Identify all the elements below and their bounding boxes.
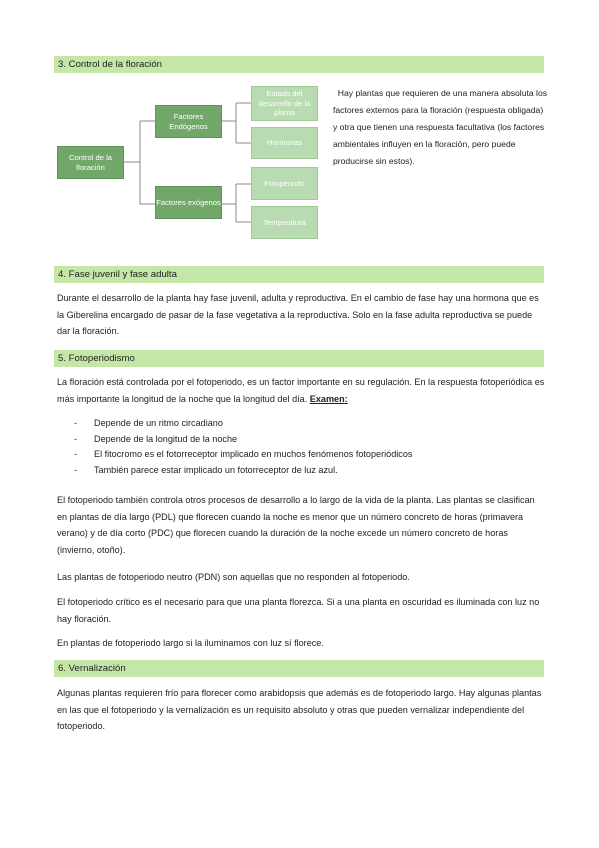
list-item: - También parece estar implicado un fotorreceptor de luz azul.	[74, 463, 544, 479]
section-6-header: 6. Vernalización	[54, 660, 544, 677]
section-5-paragraph-3: Las plantas de fotoperiodo neutro (PDN) son aquellas que no responden al fotoperiodo.	[57, 572, 410, 582]
section-5-paragraph-4: El fotoperiodo crítico es el necesario para que una planta florezca. Si a una planta en oscuridad es iluminada con luz no hay floración.	[57, 597, 540, 624]
section-5-intro-text: La floración está controlada por el fotoperiodo, es un factor importante en su regulación. En la respuesta fotoperiódica es más importante la longitud de la noche que la longitud del día.	[57, 377, 545, 404]
list-item: - Depende de un ritmo circadiano	[74, 416, 544, 432]
diagram-estado-node: Estado del desarrollo de la planta	[251, 86, 318, 121]
diagram-exogenos-node: Factores exógenos	[155, 186, 222, 219]
list-item: - El fitocromo es el fotorreceptor implicado en muchos fenómenos fotoperiódicos	[74, 447, 544, 463]
section-5-header: 5. Fotoperiodismo	[54, 350, 544, 367]
section-3-header: 3. Control de la floración	[54, 56, 544, 73]
section-5-paragraph-5: En plantas de fotoperiodo largo si la iluminamos con luz sí florece.	[57, 638, 324, 648]
section-5-intro	[57, 374, 545, 407]
diagram-endogenos-node: Factores Endógenos	[155, 105, 222, 138]
diagram-fotoperiodo-node: Fotoperiodo	[251, 167, 318, 200]
diagram-root-node: Control de la floración	[57, 146, 124, 179]
list-item: - Depende de la longitud de la noche	[74, 432, 544, 448]
section-3-side-text: Hay plantas que requieren de una manera absoluta los factores externos para la floración (respuesta obligada) y otra que tienen una respuesta facultativa (los factores ambientales influyen en la floración, pero puede producirse sin estos).	[333, 88, 550, 166]
section-5-paragraph-2: El fotoperiodo también controla otros procesos de desarrollo a lo largo de la vida de la planta. Las plantas se clasifican en plantas de día largo (PDL) que florecen cuando la noche es menor que un número concreto de horas (primavera verano) y de día corto (PDC) que florecen cuando la duración de la noche excede un número concreto de horas (invierno, otoño).	[57, 495, 535, 555]
diagram-hormonas-node: Hormonas	[251, 127, 318, 159]
exam-label: Examen:	[309, 393, 348, 404]
section-6-text: Algunas plantas requieren frío para florecer como arabidopsis que además es de fotoperiodo largo. Hay algunas plantas en las que el fotoperiodo y la vernalización es un requisito absoluto y otras que pueden vernalizar independiente del fotoperiodo.	[57, 688, 542, 732]
diagram-temperatura-node: Temperatura	[251, 206, 318, 239]
section-5-bullet-list	[74, 416, 544, 478]
section-4-text: Durante el desarrollo de la planta hay fase juvenil, adulta y reproductiva. En el cambio de fase hay una hormona que es la Giberelina encargado de pasar de la fase vegetativa a la reproductiva. Solo en la fase adulta reproductiva se puede dar la floración.	[57, 293, 539, 337]
section-4-header: 4. Fase juvenil y fase adulta	[54, 266, 544, 283]
